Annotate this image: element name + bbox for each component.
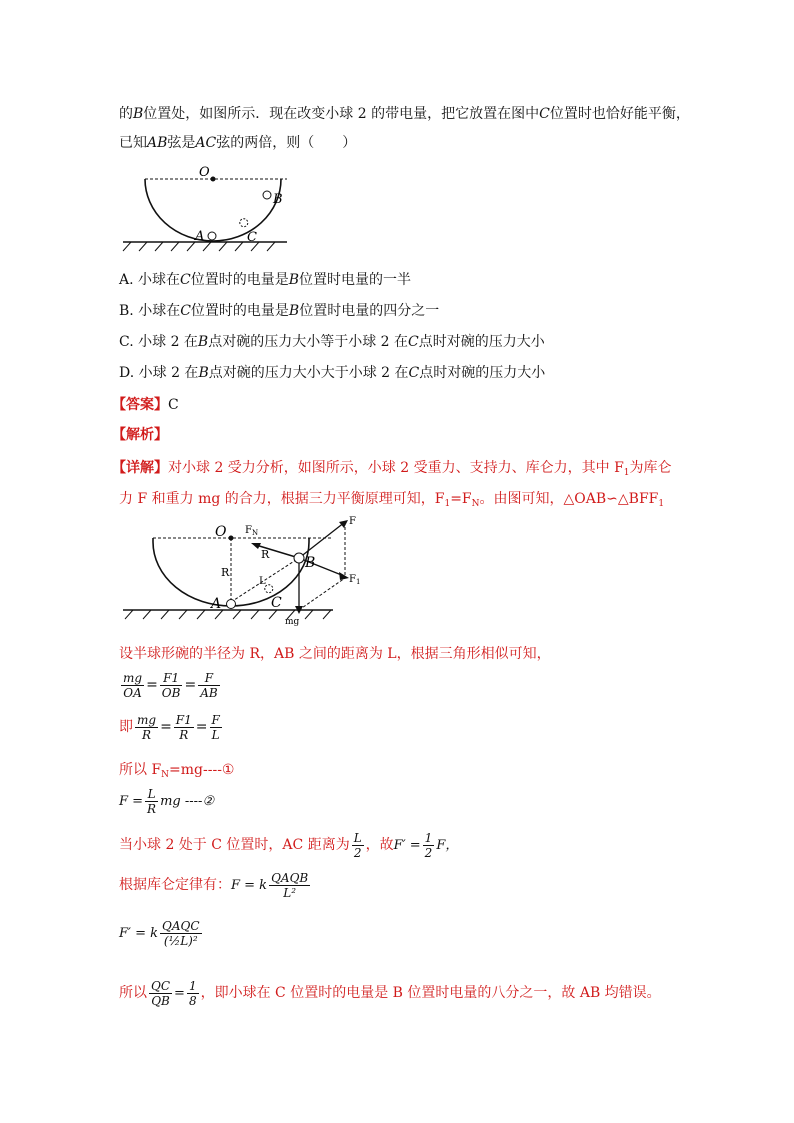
- svg-text:C: C: [271, 595, 282, 611]
- analysis-label: 【解析】: [112, 427, 168, 443]
- svg-text:F1: $F_1$: [349, 574, 361, 586]
- equation-fn: 所以 $F_N=mg----①$: [119, 762, 235, 780]
- svg-text:A: A: [195, 229, 205, 244]
- svg-text:A: A: [211, 596, 222, 612]
- option-a: A. 小球在C位置时的电量是B位置时电量的一半: [119, 272, 412, 288]
- equation-f: F = $\frac{L}{R}$ mg ----②: [119, 786, 215, 816]
- svg-text:B: B: [305, 555, 316, 571]
- svg-text:F: F: [349, 516, 356, 527]
- option-c: C. 小球 2 在B点对碗的压力大小等于小球 2 在C点时对碗的压力大小: [119, 334, 545, 350]
- svg-text:L: L: [259, 576, 266, 587]
- svg-text:mg: mg: [285, 617, 300, 627]
- svg-text:B: B: [273, 192, 283, 207]
- intro-line-2: 已知AB弦是AC弦的两倍，则（ ）: [119, 135, 357, 151]
- option-b: B. 小球在C位置时的电量是B位置时电量的四分之一: [119, 303, 440, 319]
- equation-similarity: $\frac{mg}{OA}$ = $\frac{F1}{OB}$ = $\frac{F}{AB}$: [123, 670, 218, 700]
- svg-text:FN: $F_N$: [245, 525, 259, 537]
- option-d: D. 小球 2 在B点对碗的压力大小大于小球 2 在C点时对碗的压力大小: [119, 365, 546, 381]
- equation-coulomb: 根据库仑定律有：F = k $\frac{\text{QAQB}}{\text{L²}}$: [119, 870, 309, 900]
- detail-line-2: 力 F 和重力 mg 的合力，根据三力平衡原理可知，$F_1=F_N$。由图可知，$\triangle OAB∽\triangle BFF_1$: [119, 491, 665, 509]
- svg-text:R: R: [261, 548, 270, 561]
- intro-line-1: 的B位置处，如图所示．现在改变小球 2 的带电量，把它放置在图中C位置时也恰好能平衡，: [119, 106, 690, 122]
- svg-text:R: R: [221, 566, 230, 579]
- force-diagram: [119, 512, 379, 630]
- detail-line-1: 【详解】对小球 2 受力分析，如图所示，小球 2 受重力、支持力、库仑力，其中 $F_1$为库仑: [112, 460, 672, 478]
- equation-ratio: 即 $\frac{mg}{R}$ = $\frac{F1}{R}$ = $\frac{F}{L}$: [119, 712, 220, 742]
- equation-f-prime: 当小球 2 处于 C 位置时，AC 距离为 $\frac{L}{2}$ ，故F′ = $\frac{1}{2}$ F，: [119, 830, 459, 860]
- equation-coulomb-c: F′ = k $\frac{\text{QAQC}}{\text{(½L)²}}$: [119, 918, 200, 948]
- answer-line: 【答案】C: [112, 397, 179, 413]
- setup-line: 设半球形碗的半径为 R，AB 之间的距离为 L，根据三角形相似可知，: [119, 646, 551, 662]
- svg-text:O: O: [199, 165, 210, 180]
- bowl-figure-1: [119, 162, 289, 252]
- conclusion-line: 所以 $\frac{QC}{QB}$ = $\frac{1}{8}$ ，即小球在 C 位置时的电量是 B 位置时电量的八分之一，故 AB 均错误。: [119, 978, 661, 1008]
- svg-text:O: O: [215, 524, 227, 540]
- svg-text:C: C: [247, 230, 257, 245]
